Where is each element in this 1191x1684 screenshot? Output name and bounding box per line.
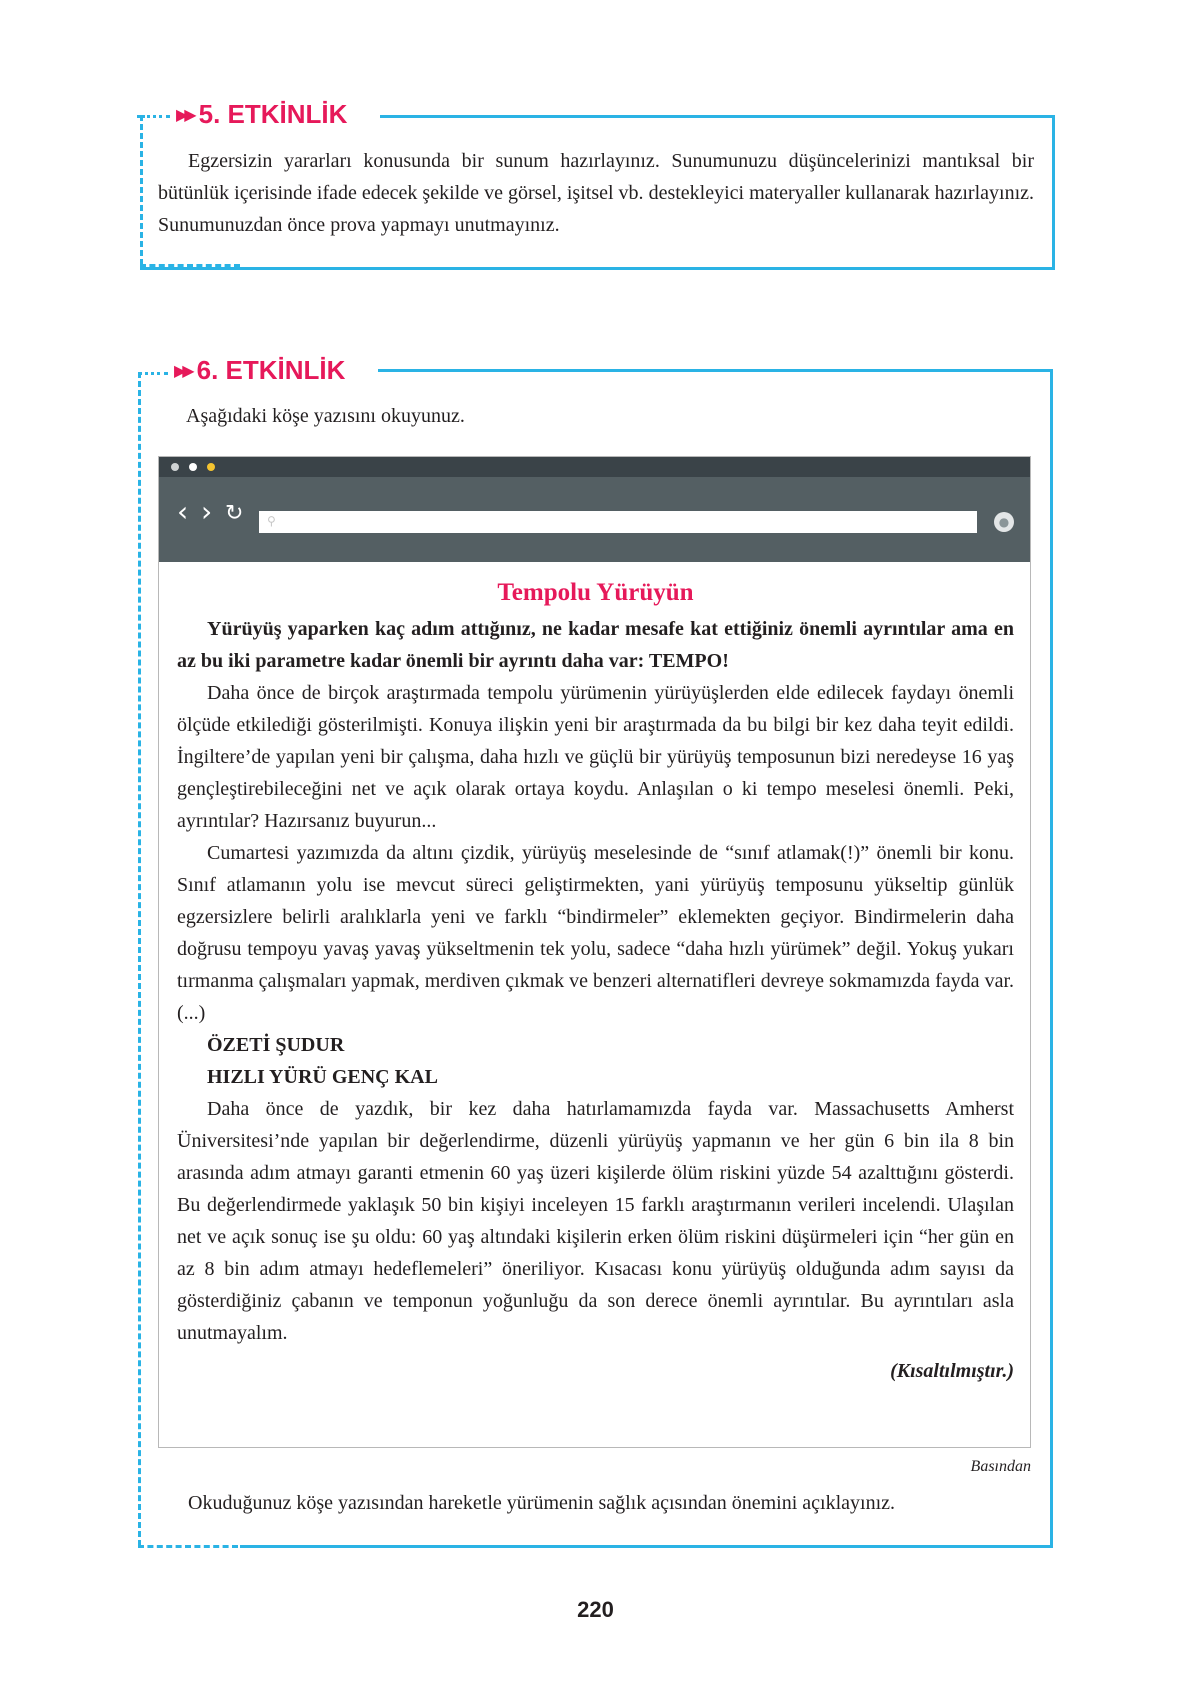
activity5-title-text: 5. ETKİNLİK bbox=[198, 99, 348, 129]
article-paragraph-1: Daha önce de birçok araştırmada tempolu yürümenin yürüyüşlerden elde edilecek faydayı önemli ölçüde etkilediği gösterilmişti. Konuya ilişkin yeni bir araştırmada da bu bilgi bir kez daha teyit edildi. İngiltere’de yapılan yeni bir çalışma, daha hızlı ve güçlü bir yürüyüş temposunun bizi neredeyse 16 yaş gençleştirebileceğini net ve açık olarak ortaya koydu. Anlaşılan o ki tempo meselesi önemli. Peki, ayrıntılar? Hazırsanız buyurun... bbox=[177, 682, 1014, 832]
activity6-title bbox=[170, 355, 349, 386]
article-source: Basından bbox=[970, 1458, 1031, 1475]
window-dot-3[interactable] bbox=[207, 463, 215, 471]
activity5-title bbox=[172, 99, 351, 130]
double-arrow-icon: ▶▶ bbox=[174, 362, 191, 380]
search-icon: ⚲ bbox=[267, 514, 276, 528]
reload-icon[interactable]: ↻ bbox=[225, 501, 244, 526]
window-dot-2[interactable] bbox=[189, 463, 197, 471]
activity6-frame-left bbox=[138, 372, 141, 1546]
article-paragraph-3: Daha önce de yazdık, bir kez daha hatırlamamızda fayda var. Massachusetts Amherst Üniversitesi’nde yapılan bir değerlendirme, düzenli yürüyüş yapmanın ve her gün 6 bin ila 8 bin arasında adım atmayı garanti etmenin 60 yaş üzeri kişilerde ölüm riskini yüzde 54 azalttığını gösterdi. Bu değerlendirmede yaklaşık 50 bin kişiyi inceleyen 15 farklı araştırmanın verileri incelendi. Ulaşılan net ve açık sonuç ise şu oldu: 60 yaş altındaki kişilerin erken ölüm riskini düşürmeleri için “her gün en az 8 bin adım atmayı hedeflemeleri” öneriliyor. Kısacası konu yürüyüş olduğunda adım sayısı da gösterdiğiniz çabanın ve temponun yoğunluğu da son derece önemli ayrıntılar. Bu ayrıntıları asla unutmayalım. bbox=[177, 1098, 1014, 1344]
activity5-frame-left bbox=[140, 115, 143, 265]
article-paragraph-2: Cumartesi yazımızda da altını çizdik, yürüyüş meselesinde de “sınıf atlamak(!)” önemli bir konu. Sınıf atlamanın yolu ise mevcut süreci geliştirmekten, yani yürüyüş temposunu yükseltip günlük egzersizlere belirli aralıklarla yeni ve farklı “bindirmeler” eklemekten geçiyor. Bindirmelerin daha doğrusu tempoyu yavaş yavaş yükseltmenin tek yolu, sadece “daha hızlı yürümek” değil. Yokuş yukarı tırmanma çalışmaları yapmak, merdiven çıkmak ve benzeri alternatifleri devreye sokmamızda fayda var. (...) bbox=[177, 842, 1014, 1024]
window-dot-1[interactable] bbox=[171, 463, 179, 471]
back-icon[interactable]: ‹ bbox=[177, 495, 189, 528]
activity5-text: Egzersizin yararları konusunda bir sunum hazırlayınız. Sunumunuzu düşüncelerinizi mantıksal bir bütünlük içerisinde ifade edecek şekilde ve görsel, işitsel vb. destekleyici materyaller kullanarak hazırlayınız. Sunumunuzdan önce prova yapmayı unutmayınız. bbox=[158, 150, 1034, 236]
double-arrow-icon: ▶▶ bbox=[176, 106, 193, 124]
activity6-frame-corner bbox=[138, 372, 168, 375]
activity6-frame-top bbox=[378, 369, 1053, 372]
activity6-question: Okuduğunuz köşe yazısından hareketle yürümenin sağlık açısından önemini açıklayınız. bbox=[188, 1492, 896, 1514]
article-subheading-1: ÖZETİ ŞUDUR bbox=[207, 1034, 345, 1056]
activity6-frame-bottom bbox=[138, 1545, 238, 1548]
page-number: 220 bbox=[577, 1597, 614, 1622]
user-icon[interactable]: ● bbox=[994, 512, 1014, 532]
browser-title-bar bbox=[159, 457, 1030, 477]
article-abridged-note: (Kısaltılmıştır.) bbox=[890, 1360, 1014, 1382]
activity6-frame-bottom-solid bbox=[240, 1545, 1053, 1548]
activity6-frame-right bbox=[1050, 369, 1053, 1547]
activity5-frame-bottom bbox=[140, 264, 240, 267]
address-bar[interactable] bbox=[259, 511, 977, 533]
browser-toolbar bbox=[159, 477, 1030, 562]
activity6-intro: Aşağıdaki köşe yazısını okuyunuz. bbox=[186, 405, 465, 427]
forward-icon[interactable]: › bbox=[201, 495, 213, 528]
article-subheading-2: HIZLI YÜRÜ GENÇ KAL bbox=[207, 1066, 438, 1088]
article-title: Tempolu Yürüyün bbox=[497, 579, 694, 606]
activity5-frame-corner bbox=[140, 115, 170, 118]
activity6-title-text: 6. ETKİNLİK bbox=[196, 355, 346, 385]
article bbox=[177, 575, 1014, 1387]
activity5-frame-top bbox=[380, 115, 1055, 118]
browser-window bbox=[158, 456, 1031, 1448]
article-lead: Yürüyüş yaparken kaç adım attığınız, ne kadar mesafe kat ettiğiniz önemli ayrıntılar ama en az bu iki parametre kadar önemli bir ayrıntı daha var: TEMPO! bbox=[177, 618, 1014, 672]
